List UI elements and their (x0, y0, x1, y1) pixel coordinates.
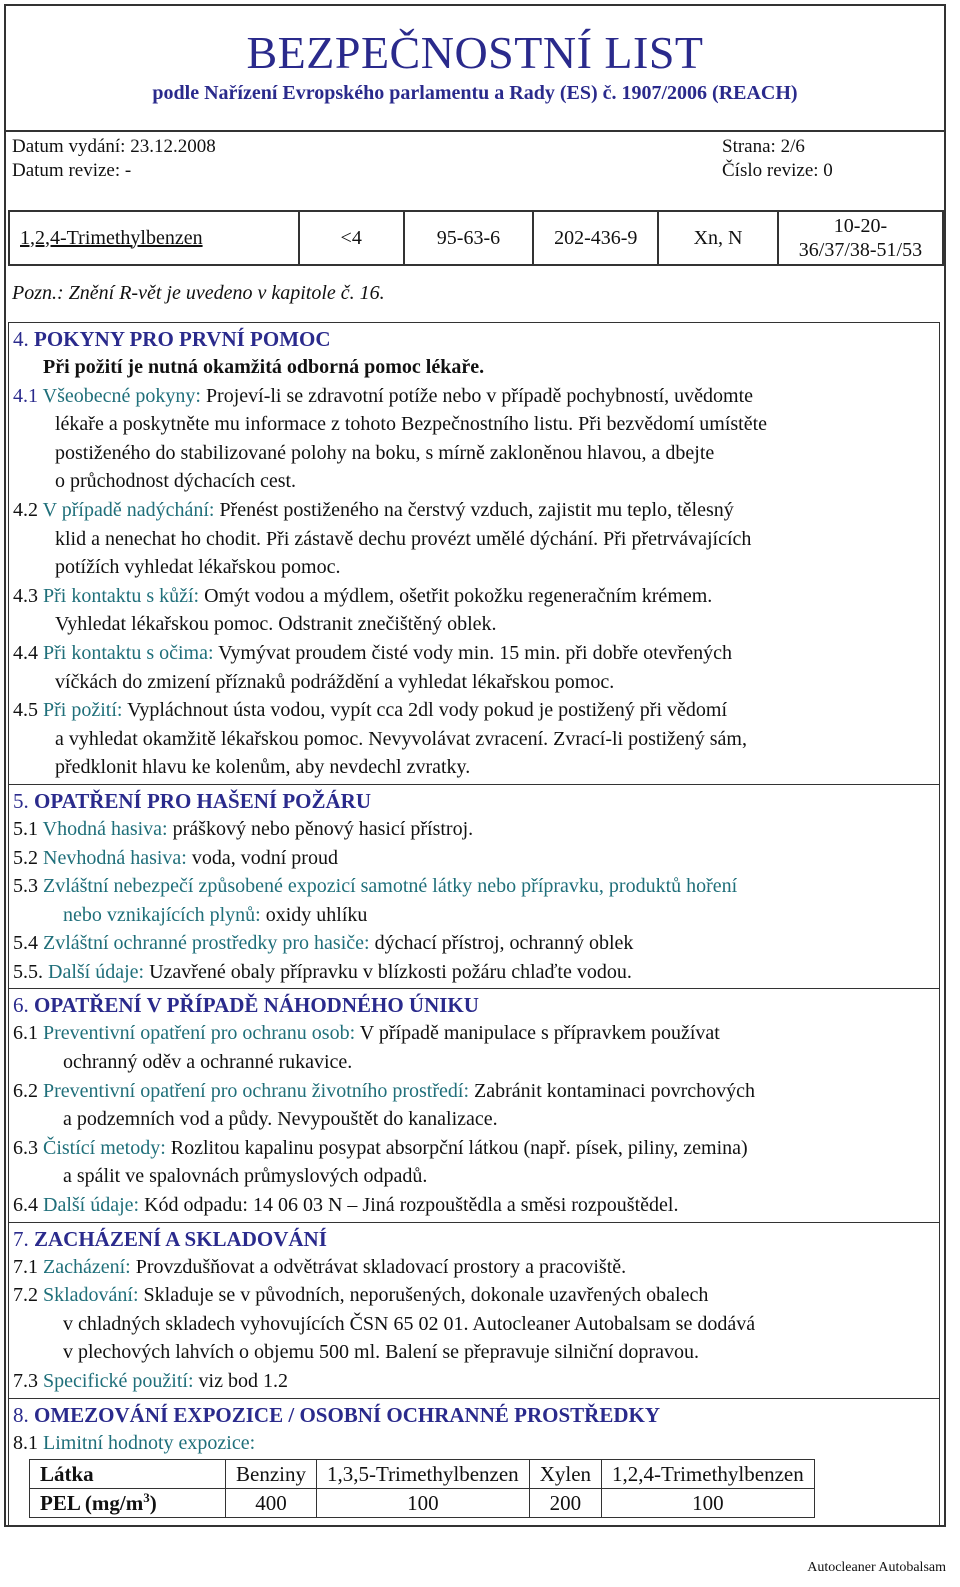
component-name: 1,2,4-Trimethylbenzen (9, 211, 299, 265)
section-4-subheading: Při požití je nutná okamžitá odborná pomoc lékaře. (43, 356, 485, 378)
item-6-3-line: a spálit ve spalovnách průmyslových odpadů. (63, 1165, 428, 1188)
item-5-1: 5.1 Vhodná hasiva: práškový nebo pěnový hasicí přístroj. (13, 817, 474, 840)
item-6-4: 6.4 Další údaje: Kód odpadu: 14 06 03 N – Jiná rozpouštědla a směsi rozpouštědel. (13, 1194, 679, 1217)
table-header-cell: Xylen (529, 1460, 601, 1489)
revision-number: Číslo revize: 0 (722, 160, 833, 181)
table-cell: 100 (602, 1489, 815, 1518)
item-6-2-line: a podzemních vod a půdy. Nevypouštět do kanalizace. (63, 1108, 498, 1131)
component-symbols: Xn, N (658, 211, 778, 265)
component-cas: 95-63-6 (404, 211, 534, 265)
item-7-1: 7.1 Zacházení: Provzdušňovat a odvětrávat skladovací prostory a pracoviště. (13, 1255, 627, 1278)
section-heading: 4. POKYNY PRO PRVNÍ POMOC (13, 327, 331, 351)
issue-date: Datum vydání: 23.12.2008 (12, 136, 216, 157)
section-6 (9, 989, 939, 1222)
item-4-5: 4.5 Při požití: Vypláchnout ústa vodou, vypít cca 2dl vody pokud je postižený při vědomí (13, 699, 727, 722)
item-6-1-line: ochranný oděv a ochranné rukavice. (63, 1051, 353, 1074)
item-5-5: 5.5. Další údaje: Uzavřené obaly přípravku v blízkosti požáru chlaďte vodou. (13, 960, 632, 983)
table-header-cell: Benziny (226, 1460, 317, 1489)
r-phrases-note: Pozn.: Znění R-vět je uvedeno v kapitole č. 16. (12, 282, 385, 304)
item-5-3-line: nebo vznikajících plynů: oxidy uhlíku (63, 903, 368, 926)
item-5-3: 5.3 Zvláštní nebezpečí způsobené expozicí samotné látky nebo přípravku, produktů hoření (13, 875, 738, 898)
page-number: Strana: 2/6 (722, 136, 805, 157)
table-row (30, 1489, 815, 1518)
item-7-2: 7.2 Skladování: Skladuje se v původních, neporušených, dokonale uzavřených obalech (13, 1284, 709, 1307)
component-table (8, 210, 944, 266)
table-header-cell: Látka (30, 1460, 226, 1489)
pel-label: PEL $(mg/m^3)$ (30, 1489, 226, 1518)
component-concentration: <4 (299, 211, 404, 265)
sections-container (8, 322, 940, 1527)
table-cell: 400 (226, 1489, 317, 1518)
item-4-5-line: předklonit hlavu ke kolenům, aby nevdechl zvratky. (55, 756, 471, 779)
item-4-3-line: Vyhledat lékařskou pomoc. Odstranit znečištěný oblek. (55, 613, 497, 636)
item-4-2: 4.2 V případě nadýchání: Přenést postiženého na čerstvý vzduch, zajistit mu teplo, tělesný (13, 498, 734, 521)
component-r-phrases (778, 211, 943, 265)
item-7-2-line: v plechových lahvích o objemu 500 ml. Balení se přepravuje silniční dopravou. (63, 1341, 699, 1364)
item-4-1-line: postiženého do stabilizované polohy na boku, s mírně zakloněnou hlavou, a dbejte (55, 441, 715, 464)
item-4-1-line: lékaře a poskytněte mu informace z tohoto Bezpečnostního listu. Při bezvědomí umístěte (55, 413, 768, 436)
document-title: BEZPEČNOSTNÍ LIST (246, 27, 704, 78)
revision-date: Datum revize: - (12, 160, 132, 181)
item-4-2-line: klid a nenechat ho chodit. Při zástavě dechu provézt umělé dýchání. Při přetrvávajících (55, 527, 752, 550)
item-4-2-line: potížích vyhledat lékařskou pomoc. (55, 556, 341, 579)
item-4-4-line: víčkách do zmizení příznaků podráždění a vyhledat lékařskou pomoc. (55, 670, 615, 693)
item-4-1: 4.1 Všeobecné pokyny: Projeví-li se zdravotní potíže nebo v případě pochybností, uvědomte (13, 384, 754, 407)
table-cell: 200 (529, 1489, 601, 1518)
section-heading: 7. ZACHÁZENÍ A SKLADOVÁNÍ (13, 1226, 327, 1251)
table-header-cell: 1,3,5-Trimethylbenzen (316, 1460, 529, 1489)
item-6-2: 6.2 Preventivní opatření pro ochranu životního prostředí: Zabránit kontaminaci povrchových (13, 1079, 756, 1102)
r-phrases-line-1: 10-20- (833, 215, 888, 237)
section-heading: 8. OMEZOVÁNÍ EXPOZICE / OSOBNÍ OCHRANNÉ PROSTŘEDKY (13, 1402, 660, 1427)
section-5 (9, 785, 939, 990)
section-heading: 6. OPATŘENÍ V PŘÍPADĚ NÁHODNÉHO ÚNIKU (13, 993, 479, 1018)
footer-product-name: Autocleaner Autobalsam (807, 1560, 946, 1575)
section-7 (9, 1223, 939, 1399)
table-cell: 100 (316, 1489, 529, 1518)
section-8 (9, 1399, 939, 1527)
table-row (30, 1460, 815, 1489)
exposure-limits-table (29, 1459, 815, 1518)
component-ec: 202-436-9 (533, 211, 658, 265)
item-6-3: 6.3 Čistící metody: Rozlitou kapalinu posypat absorpční látkou (např. písek, piliny, zemina) (13, 1136, 748, 1159)
item-6-1: 6.1 Preventivní opatření pro ochranu osob: V případě manipulace s přípravkem používat (13, 1022, 720, 1045)
section-heading: 5. OPATŘENÍ PRO HAŠENÍ POŽÁRU (13, 788, 371, 813)
item-7-3: 7.3 Specifické použití: viz bod 1.2 (13, 1370, 288, 1392)
document-subtitle: podle Nařízení Evropského parlamentu a Rady (ES) č. 1907/2006 (REACH) (152, 82, 798, 104)
item-8-1: 8.1 Limitní hodnoty expozice: (13, 1431, 256, 1454)
section-4 (9, 323, 939, 785)
item-4-3: 4.3 Při kontaktu s kůží: Omýt vodou a mýdlem, ošetřit pokožku regeneračním krémem. (13, 584, 713, 607)
item-5-2: 5.2 Nevhodná hasiva: voda, vodní proud (13, 846, 338, 869)
item-4-4: 4.4 Při kontaktu s očima: Vymývat proudem čisté vody min. 15 min. při dobře otevřených (13, 641, 732, 664)
table-row (9, 211, 943, 265)
r-phrases-line-2: 36/37/38-51/53 (798, 239, 923, 261)
item-4-1-line: o průchodnost dýchacích cest. (55, 470, 297, 493)
item-7-2-line: v chladných skladech vyhovujících ČSN 65 02 01. Autocleaner Autobalsam se dodává (63, 1312, 756, 1335)
item-4-5-line: a vyhledat okamžitě lékařskou pomoc. Nevyvolávat zvracení. Zvrací-li postižený sám, (55, 727, 747, 750)
item-5-4: 5.4 Zvláštní ochranné prostředky pro hasiče: dýchací přístroj, ochranný oblek (13, 932, 634, 955)
table-header-cell: 1,2,4-Trimethylbenzen (602, 1460, 815, 1489)
